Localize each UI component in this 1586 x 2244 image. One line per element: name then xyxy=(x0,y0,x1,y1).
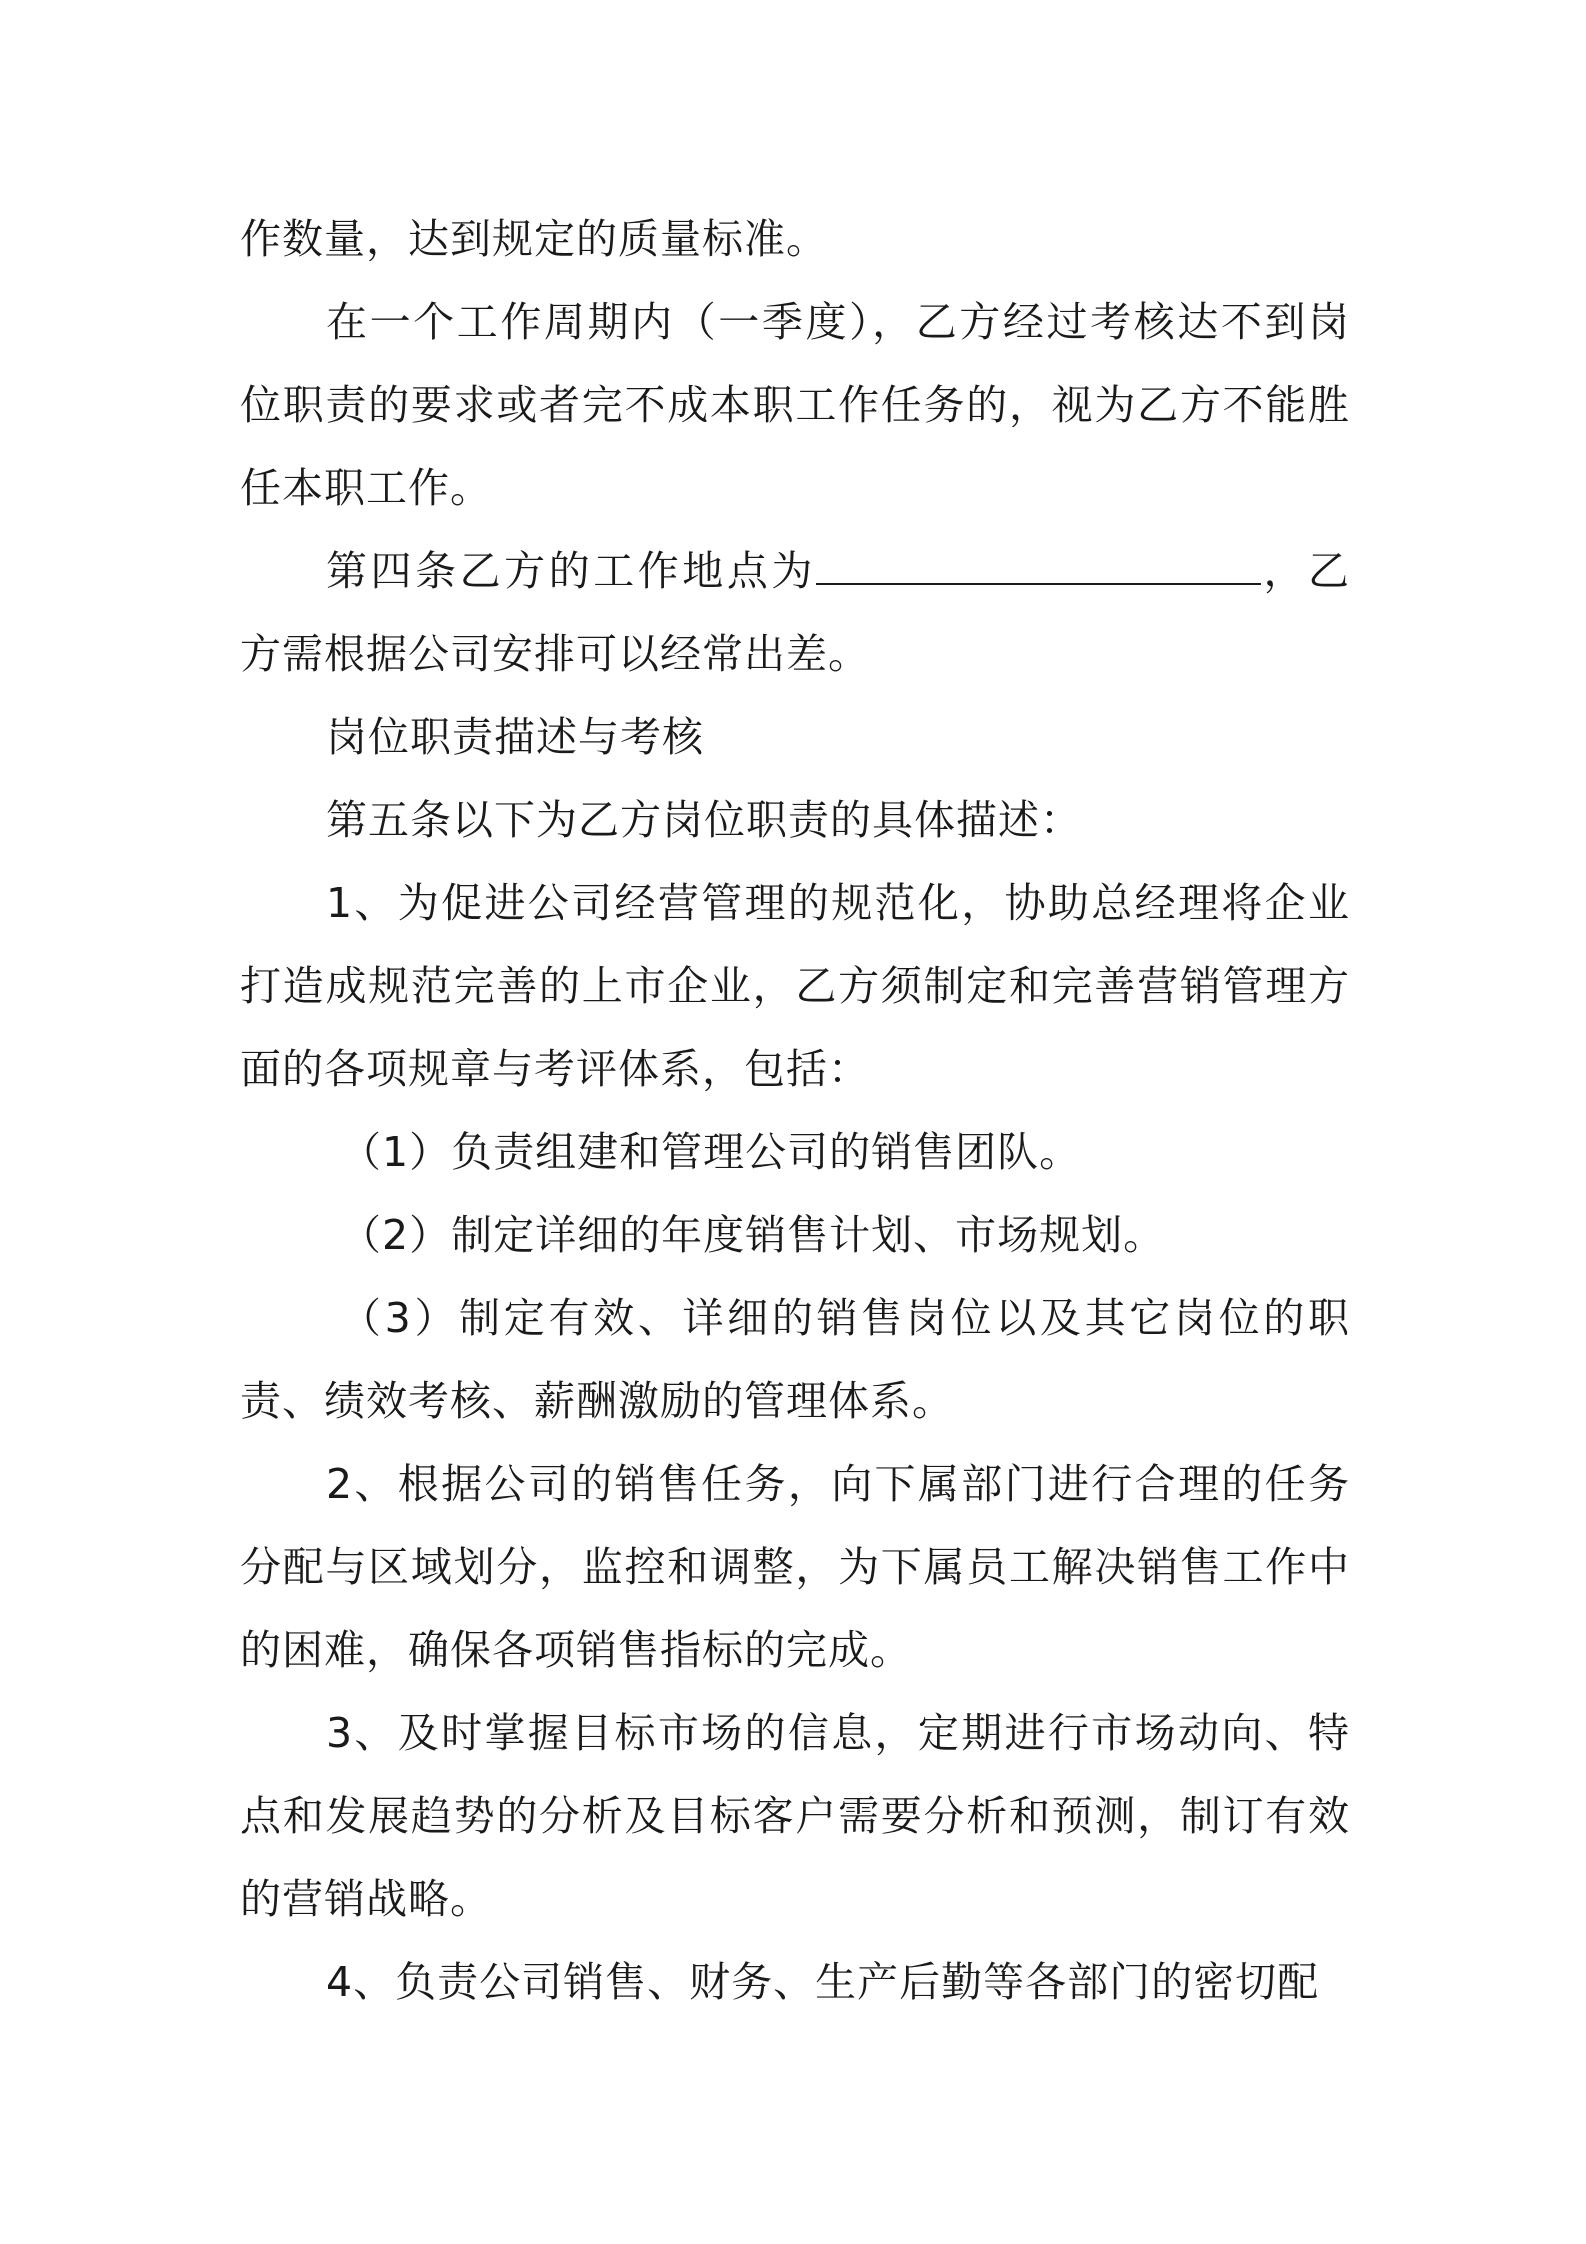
list-item-2: 2、根据公司的销售任务，向下属部门进行合理的任务分配与区域划分，监控和调整，为下属员工解决销售工作中的困难，确保各项销售指标的完成。 xyxy=(240,1460,1350,1674)
work-location-blank xyxy=(816,545,1261,585)
sub-item-1: （1）负责组建和管理公司的销售团队。 xyxy=(340,1128,1082,1176)
sub-item-3: （3）制定有效、详细的销售岗位以及其它岗位的职责、绩效考核、薪酬激励的管理体系。 xyxy=(240,1294,1350,1425)
document-body xyxy=(240,198,1350,2024)
sub-item-2: （2）制定详细的年度销售计划、市场规划。 xyxy=(340,1211,1166,1259)
paragraph-continuation: 作数量，达到规定的质量标准。 xyxy=(240,215,828,263)
list-item-3: 3、及时掌握目标市场的信息，定期进行市场动向、特点和发展趋势的分析及目标客户需要分析和预测，制订有效的营销战略。 xyxy=(240,1709,1350,1923)
article-4-prefix: 第四条乙方的工作地点为 xyxy=(326,547,816,595)
list-item-4: 4、负责公司销售、财务、生产后勤等各部门的密切配 xyxy=(326,1958,1320,2006)
paragraph-article-4 xyxy=(240,530,1350,696)
paragraph-article-5: 第五条以下为乙方岗位职责的具体描述： xyxy=(326,796,1082,844)
paragraph-work-period: 在一个工作周期内（一季度），乙方经过考核达不到岗位职责的要求或者完不成本职工作任务的，视为乙方不能胜任本职工作。 xyxy=(240,298,1350,512)
section-heading: 岗位职责描述与考核 xyxy=(326,713,704,761)
list-item-1: 1、为促进公司经营管理的规范化，协助总经理将企业打造成规范完善的上市企业，乙方须制定和完善营销管理方面的各项规章与考评体系，包括： xyxy=(240,879,1350,1093)
article-4-suffix: ，乙方需根据公司安排可以经常出差。 xyxy=(240,547,1350,678)
